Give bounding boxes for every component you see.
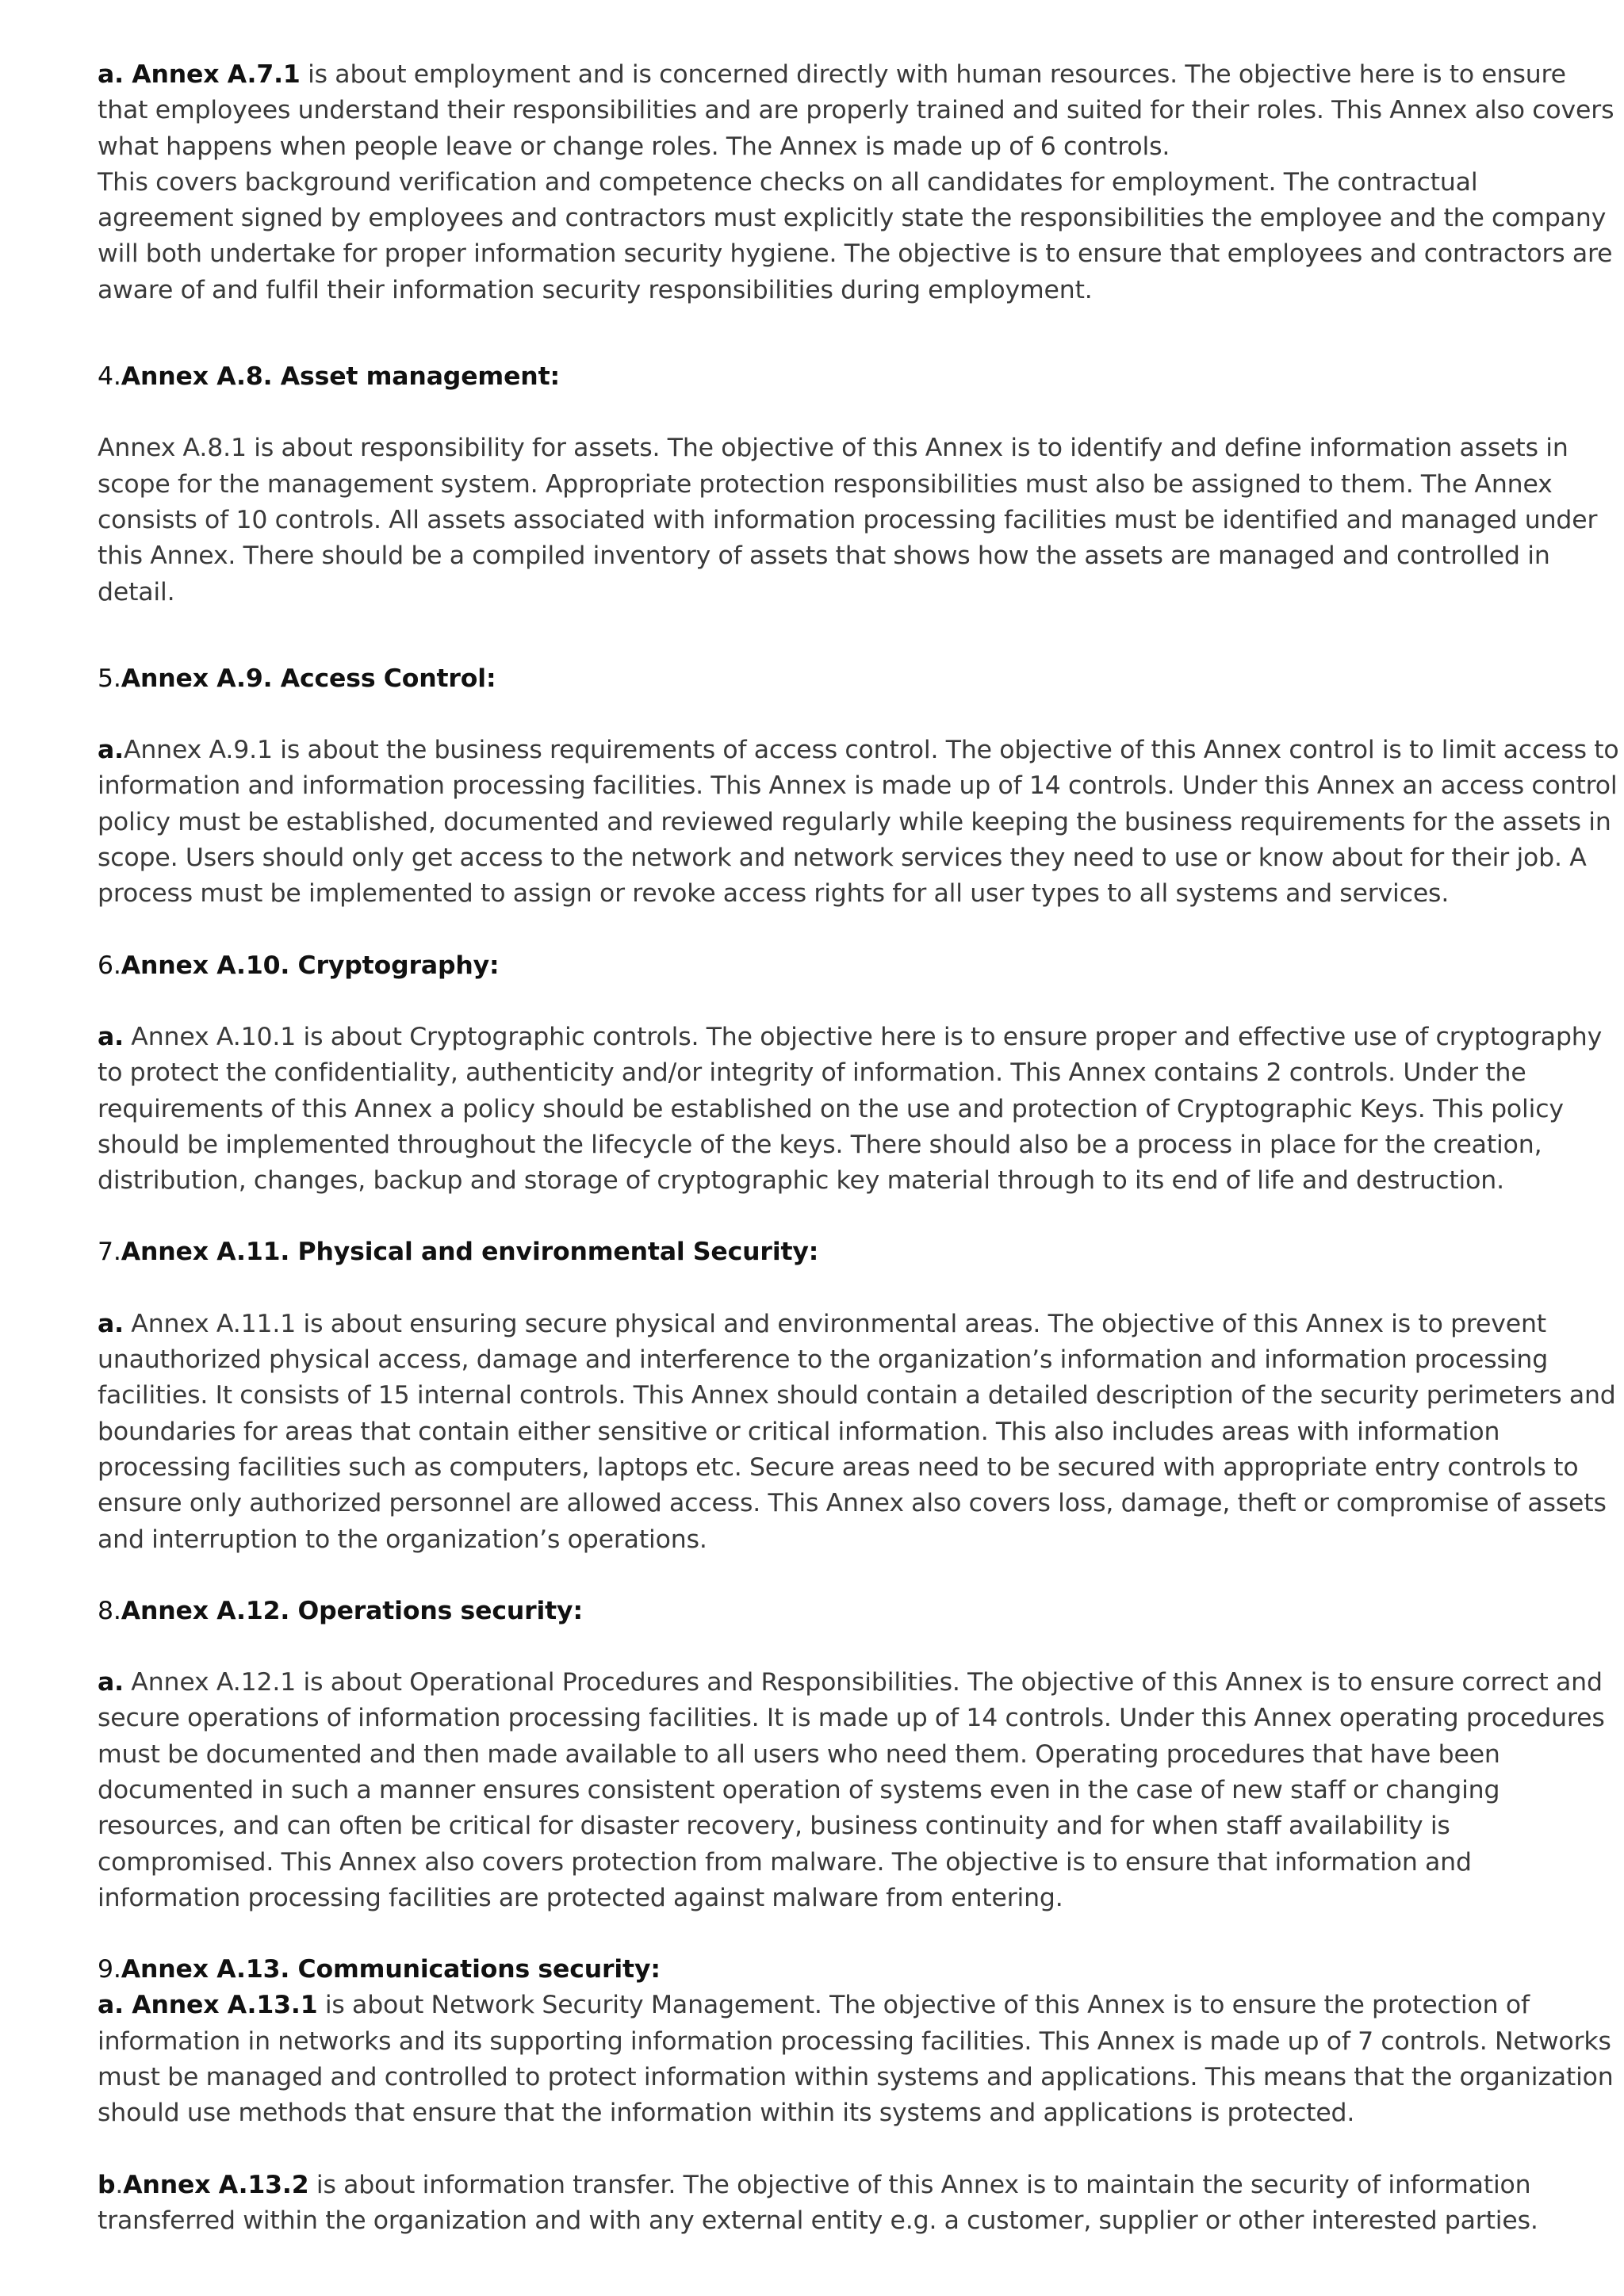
annex-a8-heading [98, 359, 1620, 395]
annex-a9-number: 5. [98, 664, 121, 693]
annex-a13-number: 9. [98, 1955, 121, 1984]
annex-a13-b-lead: Annex A.13.2 [123, 2170, 309, 2199]
annex-a10-number: 6. [98, 951, 121, 980]
annex-a11-body [98, 1307, 1620, 1558]
annex-a13-b-text: is about information transfer. The objective of this Annex is to maintain the security of information transferred within the organization and with any external entity e.g. a customer, supplier or other interested parties. [98, 2170, 1538, 2235]
annex-a12-lead: a. [98, 1668, 124, 1697]
annex-a11-text: Annex A.11.1 is about ensuring secure physical and environmental areas. The objective of this Annex is to prevent unauthorized physical access, damage and interference to the organization’s information and information processing facilities. It consists of 15 internal controls. This Annex should contain a detailed description of the security perimeters and boundaries for areas that contain either sensitive or critical information. This also includes areas with information processing facilities such as computers, laptops etc. Secure areas need to be secured with appropriate entry controls to ensure only authorized personnel are allowed access. This Annex also covers loss, damage, theft or compromise of assets and interruption to the organization’s operations. [98, 1309, 1616, 1554]
annex-a10-heading [98, 948, 1620, 984]
annex-a13-a-text: is about Network Security Management. The objective of this Annex is to ensure the protection of information in networks and its supporting information processing facilities. This Annex is made up of 7 controls. Networks must be managed and controlled to protect information within systems and applications. This means that the organization should use methods that ensure that the information within its systems and applications is protected. [98, 1991, 1614, 2128]
annex-a10-title: Annex A.10. Cryptography: [121, 951, 500, 980]
document-page [98, 57, 1620, 2239]
annex-a7-lead: a. Annex A.7.1 [98, 60, 301, 89]
annex-a9-heading [98, 661, 1620, 697]
annex-a7-text-1: is about employment and is concerned directly with human resources. The objective here is to ensure that employees understand their responsibilities and are properly trained and suited for their roles. This Annex also covers what happens when people leave or change roles. The Annex is made up of 6 controls. [98, 60, 1614, 161]
annex-a9-body [98, 733, 1620, 912]
annex-a12-body [98, 1665, 1620, 1916]
annex-a8-title: Annex A.8. Asset management: [121, 362, 560, 392]
annex-a8-body: Annex A.8.1 is about responsibility for assets. The objective of this Annex is to identify and define information assets in scope for the management system. Appropriate protection responsibilities must also be assigned to them. The Annex consists of 10 controls. All assets associated with information processing facilities must be identified and managed under this Annex. There should be a compiled inventory of assets that shows how the assets are managed and controlled in detail. [98, 434, 1598, 607]
annex-a13-a-lead: a. Annex A.13.1 [98, 1991, 318, 2020]
annex-a13-a-body [98, 1988, 1620, 2131]
annex-a11-title: Annex A.11. Physical and environmental Security: [121, 1238, 819, 1267]
annex-a11-number: 7. [98, 1238, 121, 1267]
annex-a10-body [98, 1020, 1620, 1199]
annex-a13-b-dot: . [115, 2170, 124, 2199]
annex-a12-number: 8. [98, 1596, 121, 1625]
annex-a11-heading [98, 1234, 1620, 1270]
annex-a7-paragraph-2: This covers background verification and competence checks on all candidates for employment. The contractual agreement signed by employees and contractors must explicitly state the responsibilities the employee and the company will both undertake for proper information security hygiene. The objective is to ensure that employees and contractors are aware of and fulfil their information security responsibilities during employment. [98, 167, 1613, 304]
annex-a13-b-letter: b [98, 2170, 116, 2199]
annex-a12-heading [98, 1594, 1620, 1629]
annex-a8-number: 4. [98, 362, 121, 392]
annex-a9-lead: a. [98, 736, 124, 765]
annex-a13-title: Annex A.13. Communications security: [121, 1955, 661, 1984]
annex-a12-text: Annex A.12.1 is about Operational Procedures and Responsibilities. The objective of this Annex is to ensure correct and secure operations of information processing facilities. It is made up of 14 controls. Under this Annex operating procedures must be documented and then made available to all users who need them. Operating procedures that have been documented in such a manner ensures consistent operation of systems even in the case of new staff or changing resources, and can often be critical for disaster recovery, business continuity and for when staff availability is compromised. This Annex also covers protection from malware. The objective is to ensure that information and information processing facilities are protected against malware from entering. [98, 1668, 1605, 1912]
annex-a13-heading [98, 1952, 1620, 1988]
annex-a13-b-body [98, 2168, 1620, 2240]
annex-a10-lead: a. [98, 1022, 124, 1051]
annex-a7-paragraph-1 [98, 57, 1620, 165]
annex-a12-title: Annex A.12. Operations security: [121, 1596, 583, 1625]
annex-a11-lead: a. [98, 1309, 124, 1338]
annex-a9-text: Annex A.9.1 is about the business requirements of access control. The objective of this Annex control is to limit access to information and information processing facilities. This Annex is made up of 14 controls. Under this Annex an access control policy must be established, documented and reviewed regularly while keeping the business requirements for the assets in scope. Users should only get access to the network and network services they need to use or know about for their job. A process must be implemented to assign or revoke access rights for all user types to all systems and services. [98, 736, 1619, 909]
annex-a10-text: Annex A.10.1 is about Cryptographic controls. The objective here is to ensure proper and effective use of cryptography to protect the confidentiality, authenticity and/or integrity of information. This Annex contains 2 controls. Under the requirements of this Annex a policy should be established on the use and protection of Cryptographic Keys. This policy should be implemented throughout the lifecycle of the keys. There should also be a process in place for the creation, distribution, changes, backup and storage of cryptographic key material through to its end of life and destruction. [98, 1022, 1603, 1196]
annex-a9-title: Annex A.9. Access Control: [121, 664, 496, 693]
